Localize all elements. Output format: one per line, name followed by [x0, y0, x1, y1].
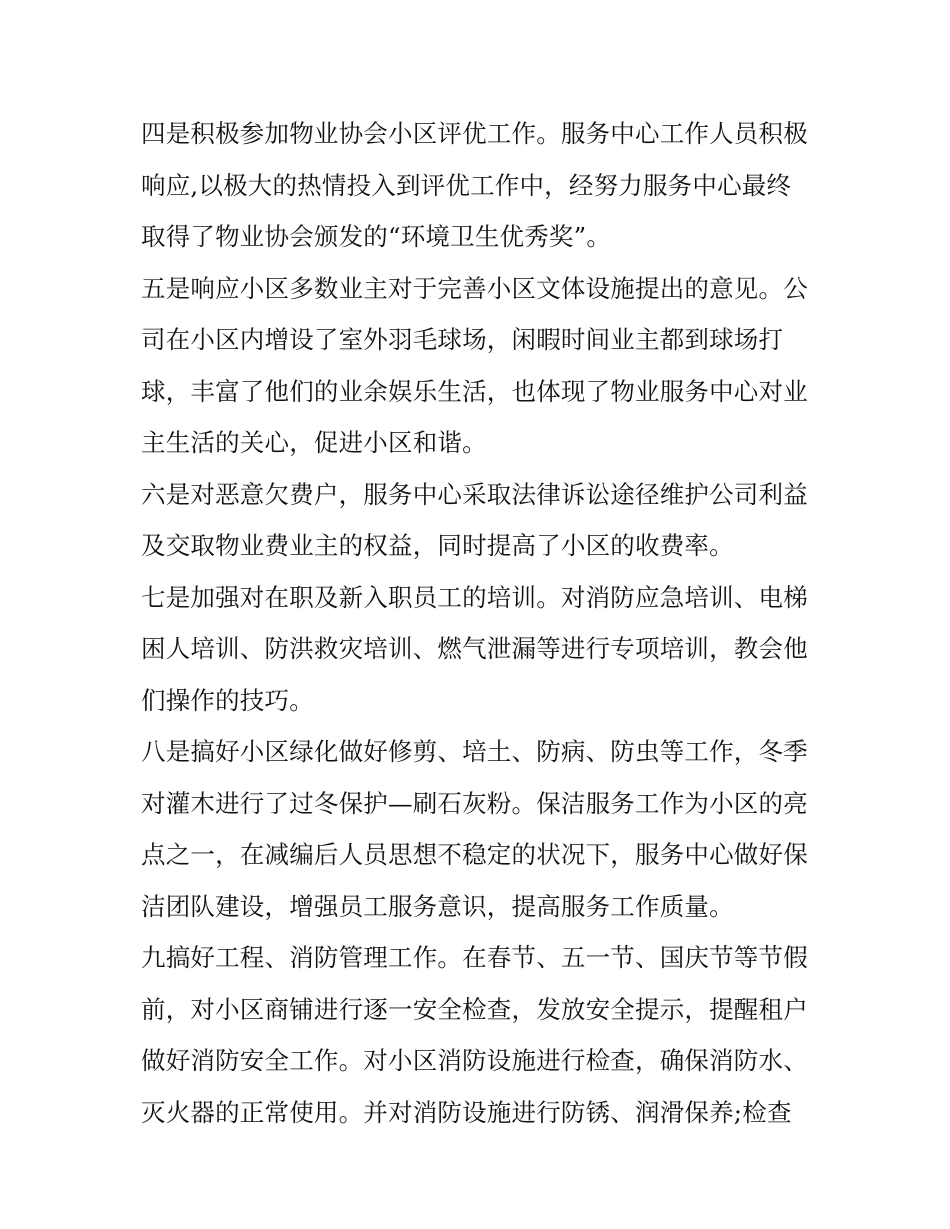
text-line: 八是搞好小区绿化做好修剪、培土、防病、防虫等工作，冬季: [141, 737, 808, 766]
text-line: 七是加强对在职及新入职员工的培训。对消防应急培训、电梯: [141, 582, 808, 612]
text-line: 取得了物业协会颁发的“环境卫生优秀奖”。: [141, 222, 612, 251]
text-line: 洁团队建设，增强员工服务意识，提高服务工作质量。: [141, 891, 734, 921]
text-line: 球，丰富了他们的业余娱乐生活，也体现了物业服务中心对业: [141, 376, 808, 406]
text-line: 灭火器的正常使用。并对消防设施进行防锈、润滑保养;检查: [141, 1097, 792, 1127]
text-line: 响应,以极大的热情投入到评优工作中，经努力服务中心最终: [141, 170, 792, 200]
text-line: 六是对恶意欠费户，服务中心采取法律诉讼途径维护公司利益: [141, 479, 808, 509]
text-line: 四是积极参加物业协会小区评优工作。服务中心工作人员积极: [141, 119, 808, 148]
text-line: 前，对小区商铺进行逐一安全检查，发放安全提示，提醒租户: [141, 994, 808, 1024]
document-body: [141, 108, 821, 1138]
text-line: 及交取物业费业主的权益，同时提高了小区的收费率。: [141, 531, 734, 560]
text-line: 困人培训、防洪救灾培训、燃气泄漏等进行专项培训，教会他: [141, 634, 808, 663]
text-line: 主生活的关心，促进小区和谐。: [141, 428, 487, 457]
text-line: 对灌木进行了过冬保护—刷石灰粉。保洁服务工作为小区的亮: [141, 788, 808, 818]
text-line: 做好消防安全工作。对小区消防设施进行检查，确保消防水、: [141, 1046, 808, 1075]
text-line: 九搞好工程、消防管理工作。在春节、五一节、国庆节等节假: [141, 943, 808, 972]
text-line: 点之一，在减编后人员思想不稳定的状况下，服务中心做好保: [141, 840, 808, 869]
text-line: 司在小区内增设了室外羽毛球场，闲暇时间业主都到球场打: [141, 325, 784, 354]
text-line: 们操作的技巧。: [141, 685, 314, 715]
text-line: 五是响应小区多数业主对于完善小区文体设施提出的意见。公: [141, 273, 808, 303]
